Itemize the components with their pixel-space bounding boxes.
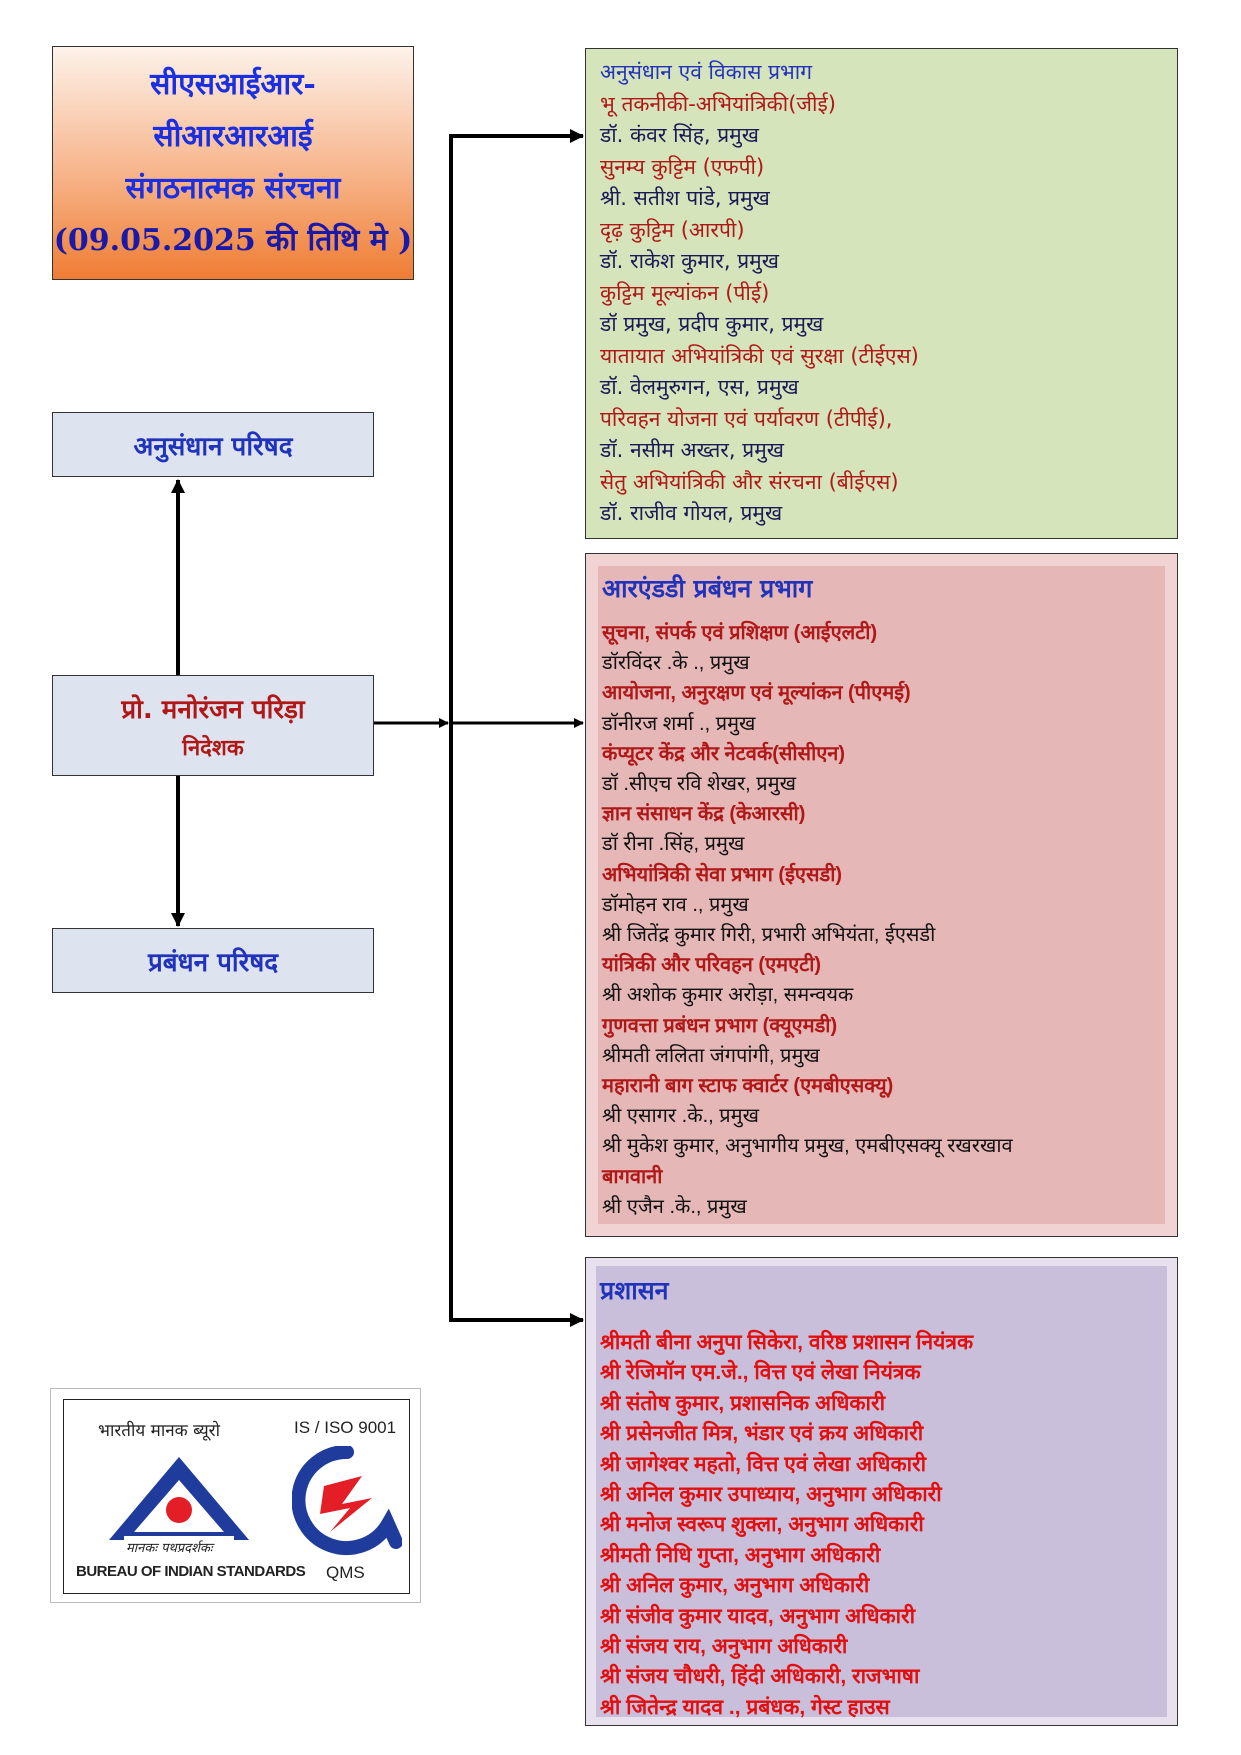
admin-officer: श्रीमती निधि गुप्ता, अनुभाग अधिकारी (600, 1543, 881, 1567)
rdm-inner (598, 566, 1165, 1224)
admin-officer: श्री संजीव कुमार यादव, अनुभाग अधिकारी (600, 1604, 916, 1628)
admin-officer: श्री मनोज स्वरूप शुक्ला, अनुभाग अधिकारी (600, 1513, 924, 1537)
rdm-unit-name: आयोजना, अनुरक्षण एवं मूल्यांकन (पीएमई) (602, 682, 911, 705)
rdm-unit-head: श्रीमती ललिता जंगपांगी, प्रमुख (602, 1044, 820, 1067)
title-date: (09.05.2025 की तिथि मे ) (53, 223, 413, 258)
bis-emblem-icon (104, 1452, 254, 1552)
rd-list (600, 89, 1163, 530)
rdm-unit-head: श्री अशोक कुमार अरोड़ा, समन्वयक (602, 984, 854, 1007)
rd-department-name: सुनम्य कुट्टिम (एफपी) (600, 154, 765, 179)
rdm-unit-name: बागवानी (602, 1165, 663, 1188)
rdm-unit-name: यांत्रिकी और परिवहन (एमएटी) (602, 954, 822, 977)
rdm-unit-name: कंप्यूटर केंद्र और नेटवर्क(सीसीएन) (602, 742, 846, 765)
rdm-unit-name: गुणवत्ता प्रबंधन प्रभाग (क्यूएमडी) (602, 1014, 838, 1037)
rdm-unit-head: डॉ रीना .सिंह, प्रमुख (602, 833, 745, 856)
admin-officer: श्री जागेश्वर महतो, वित्त एवं लेखा अधिकारी (600, 1452, 927, 1476)
rdm-unit-head: डॉमोहन राव ., प्रमुख (602, 893, 749, 916)
admin-officer: श्री प्रसेनजीत मित्र, भंडार एवं क्रय अधिकारी (600, 1422, 924, 1446)
rd-division-panel (585, 48, 1178, 539)
admin-panel (585, 1257, 1178, 1726)
admin-officer: श्री संतोष कुमार, प्रशासनिक अधिकारी (600, 1391, 886, 1415)
admin-list (600, 1328, 1163, 1723)
rdm-unit-name: ज्ञान संसाधन केंद्र (केआरसी) (602, 803, 806, 826)
rdm-division-panel (585, 553, 1178, 1237)
rdm-unit-head: श्री एजैन .के., प्रमुख (602, 1195, 747, 1218)
title-line-3: संगठनात्मक संरचना (125, 171, 341, 206)
rd-department-head: डॉ. राजीव गोयल, प्रमुख (600, 501, 783, 525)
rdm-unit-name: अभियांत्रिकी सेवा प्रभाग (ईएसडी) (602, 863, 843, 886)
rdm-unit-head: डॉ .सीएच रवि शेखर, प्रमुख (602, 773, 796, 796)
rdm-list (602, 618, 1161, 1222)
iso-label: IS / ISO 9001 (294, 1418, 397, 1437)
rdm-unit-name: सूचना, संपर्क एवं प्रशिक्षण (आईएलटी) (602, 622, 878, 644)
rd-department-head: डॉ. नसीम अख्तर, प्रमुख (600, 438, 784, 462)
rd-department-name: कुट्टिम मूल्यांकन (पीई) (600, 280, 770, 305)
title-line-1: सीएसआईआर- (150, 67, 316, 102)
director-designation: निदेशक (182, 735, 244, 761)
title-line-2: सीआरआरआई (153, 119, 313, 154)
rd-department-name: परिवहन योजना एवं पर्यावरण (टीपीई), (600, 406, 893, 431)
bis-motto: मानकः पथप्रदर्शकः (126, 1541, 213, 1556)
rdm-unit-head: डॉरविंदर .के ., प्रमुख (602, 652, 750, 675)
admin-inner (596, 1266, 1167, 1717)
admin-officer: श्री अनिल कुमार उपाध्याय, अनुभाग अधिकारी (600, 1483, 942, 1507)
qms-label: QMS (326, 1563, 365, 1582)
rd-department-name: सेतु अभियांत्रिकी और संरचना (बीईएस) (600, 469, 899, 494)
rd-department-name: यातायात अभियांत्रिकी एवं सुरक्षा (टीईएस) (600, 343, 919, 368)
management-council-label: प्रबंधन परिषद (147, 947, 279, 978)
bis-logo-frame (63, 1399, 410, 1594)
rdm-unit-head: श्री मुकेश कुमार, अनुभागीय प्रमुख, एमबीएसक्यू रखरखाव (602, 1135, 1013, 1158)
bis-hindi-name: भारतीय मानक ब्यूरो (98, 1421, 221, 1441)
rd-department-head: डॉ. वेलमुरुगन, एस, प्रमुख (600, 375, 799, 399)
rd-department-head: डॉ प्रमुख, प्रदीप कुमार, प्रमुख (600, 312, 824, 336)
rdm-unit-head: श्री एसागर .के., प्रमुख (602, 1105, 759, 1128)
rdm-unit-name: महारानी बाग स्टाफ क्वार्टर (एमबीएसक्यू) (602, 1075, 894, 1098)
research-council-label: अनुसंधान परिषद (133, 431, 293, 462)
rd-heading: अनुसंधान एवं विकास प्रभाग (600, 60, 813, 84)
rdm-unit-head: श्री जितेंद्र कुमार गिरी, प्रभारी अभियंता, ईएसडी (602, 924, 936, 947)
admin-heading: प्रशासन (600, 1276, 669, 1305)
title-box (52, 46, 414, 280)
admin-officer: श्री जितेन्द्र यादव ., प्रबंधक, गेस्ट हाउस (600, 1695, 890, 1719)
management-council-box (52, 928, 374, 993)
director-name: प्रो. मनोरंजन परिड़ा (121, 694, 305, 725)
bis-english-name: BUREAU OF INDIAN STANDARDS (76, 1563, 306, 1580)
rd-department-name: दृढ़ कुट्टिम (आरपी) (600, 217, 745, 242)
rd-department-name: भू तकनीकी-अभियांत्रिकी(जीई) (600, 91, 836, 116)
rd-department-head: डॉ. कंवर सिंह, प्रमुख (600, 123, 759, 147)
admin-officer: श्री संजय चौधरी, हिंदी अधिकारी, राजभाषा (600, 1665, 920, 1689)
admin-officer: श्री अनिल कुमार, अनुभाग अधिकारी (600, 1574, 870, 1598)
research-council-box (52, 412, 374, 477)
admin-officer: श्री रेजिमॉन एम.जे., वित्त एवं लेखा नियंत्रक (600, 1361, 921, 1385)
admin-officer: श्री संजय राय, अनुभाग अधिकारी (600, 1635, 848, 1659)
rd-department-head: श्री. सतीश पांडे, प्रमुख (600, 186, 770, 210)
director-box (52, 675, 374, 776)
admin-officer: श्रीमती बीना अनुपा सिकेरा, वरिष्ठ प्रशासन नियंत्रक (600, 1331, 974, 1354)
qms-logo-icon (292, 1446, 402, 1558)
rdm-heading: आरएंडडी प्रबंधन प्रभाग (602, 574, 813, 603)
rd-department-head: डॉ. राकेश कुमार, प्रमुख (600, 249, 779, 273)
rdm-unit-head: डॉनीरज शर्मा ., प्रमुख (602, 712, 756, 735)
bis-iso-logo (50, 1388, 421, 1603)
